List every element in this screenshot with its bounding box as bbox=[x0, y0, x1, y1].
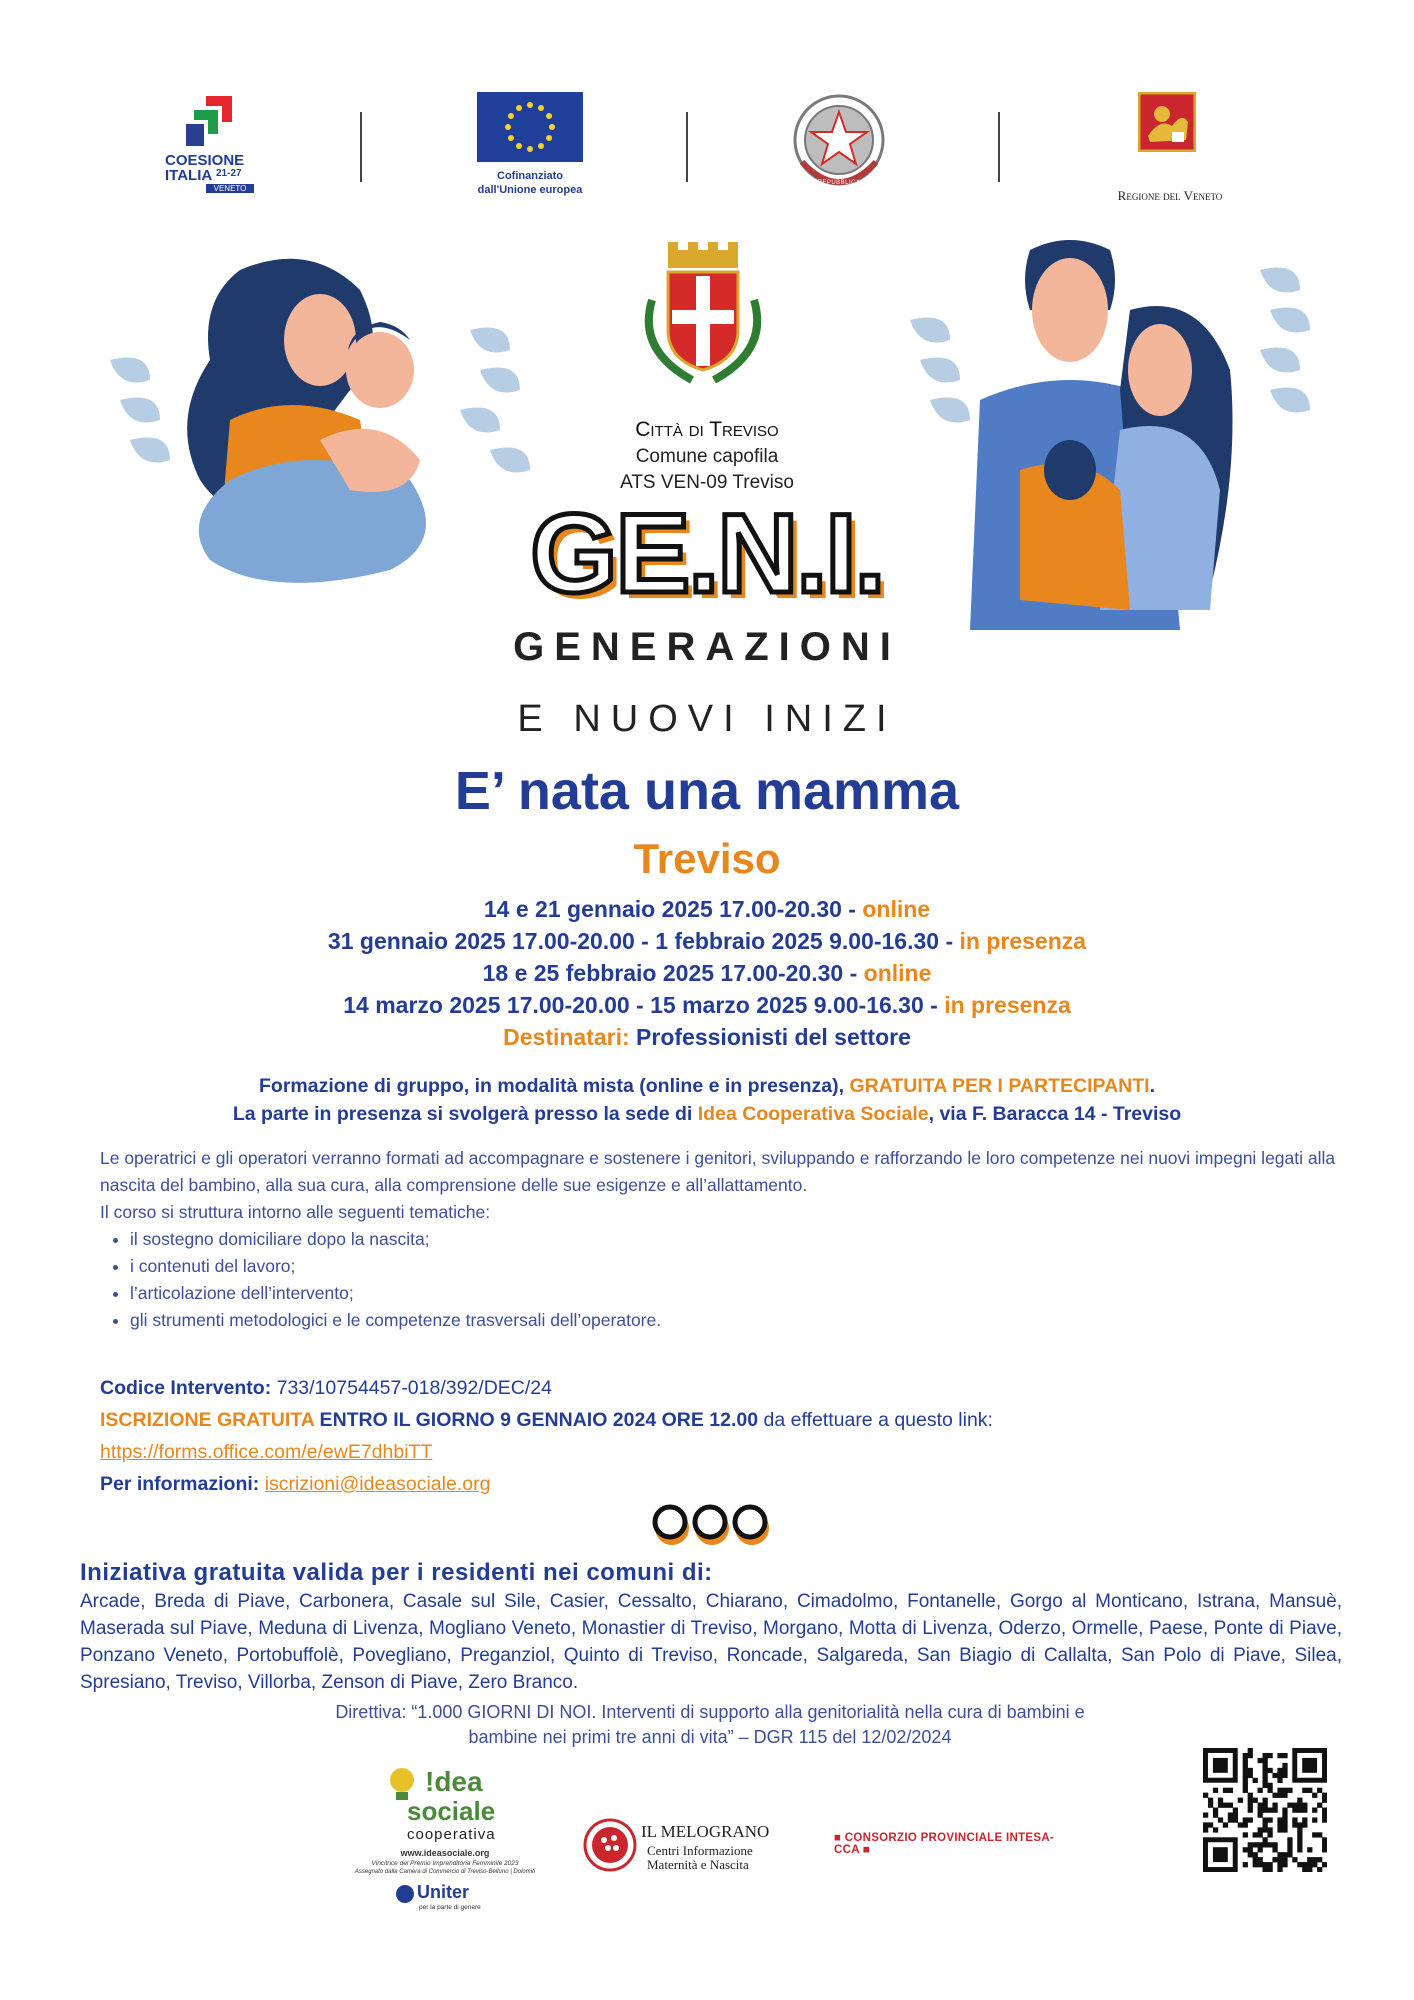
republic-text: REPUBBLICA ITALIANA bbox=[817, 180, 861, 192]
coesione-line1: COESIONE bbox=[165, 152, 245, 169]
date-mode: online bbox=[863, 960, 932, 986]
date-text: 14 e 21 gennaio 2025 17.00-20.30 - bbox=[483, 896, 863, 922]
uniter-mark-icon bbox=[395, 1884, 415, 1904]
date-mode: online bbox=[862, 896, 931, 922]
coesione-line2: ITALIA bbox=[165, 167, 213, 184]
residents-list: Arcade, Breda di Piave, Carbonera, Casale sul Sile, Casier, Cessalto, Chiarano, Cimadolmo, Fontanelle, Gorgo al Monticano, Istrana, Mansuè, Maserada sul Piave, Meduna di Livenza, Mogliano Veneto, Monastier di Treviso, Morgano, Motta di Livenza, Oderzo, Ormelle, Paese, Ponte di Piave, Ponzano Veneto, Portobuffolè, Povegliano, Preganziol, Quinto di Treviso, Roncade, Salgareda, San Biagio di Callalta, San Polo di Piave, Silea, Spresiano, Treviso, Villorba, Zenson di Piave, Zero Branco. bbox=[80, 1591, 1342, 1693]
code-line bbox=[100, 1372, 1340, 1404]
date-text: 14 marzo 2025 17.00-20.00 - 15 marzo 2025 9.00-16.30 - bbox=[343, 992, 945, 1018]
contact-email-link[interactable]: iscrizioni@ideasociale.org bbox=[264, 1473, 491, 1495]
registration-deadline: ENTRO IL GIORNO 9 GENNAIO 2024 ORE 12.00 bbox=[314, 1409, 759, 1431]
format-free: GRATUITA PER I PARTECIPANTI bbox=[849, 1075, 1150, 1097]
format-text: La parte in presenza si svolgerà presso la sede di bbox=[232, 1103, 698, 1125]
idea-word: !dea bbox=[425, 1766, 483, 1797]
sociale-word: sociale bbox=[407, 1796, 496, 1826]
registration-line bbox=[100, 1404, 1340, 1436]
coesione-region: VENETO bbox=[206, 184, 254, 193]
directive-line-1: Direttiva: “1.000 GIORNI DI NOI. Interventi di supporto alla genitorialità nella cura di bambini e bbox=[335, 1702, 1085, 1722]
target-label: Destinatari: bbox=[503, 1024, 630, 1050]
date-line-2 bbox=[0, 928, 1414, 955]
eu-line2: dall'Unione europea bbox=[477, 184, 583, 196]
city-role: Comune capofila bbox=[635, 446, 779, 467]
format-text: . bbox=[1149, 1075, 1155, 1097]
veneto-text: Regione del Veneto bbox=[1117, 188, 1223, 203]
description-intro: Il corso si struttura intorno alle seguenti tematiche: bbox=[100, 1202, 491, 1222]
pomegranate-icon bbox=[583, 1818, 637, 1872]
target-value: Professionisti del settore bbox=[629, 1024, 911, 1050]
topics-list bbox=[100, 1226, 1345, 1334]
uniter-name: Uniter bbox=[417, 1882, 470, 1902]
project-acronym: GE.N.I. bbox=[530, 491, 884, 616]
city-ats: ATS VEN-09 Treviso bbox=[620, 472, 794, 493]
lion-of-saint-mark-icon bbox=[1138, 92, 1196, 152]
logo-divider bbox=[998, 112, 1000, 182]
square-bullet-icon: ■ bbox=[859, 1844, 871, 1856]
contact-line bbox=[100, 1468, 1340, 1500]
melograno-sub1: Centri Informazione bbox=[647, 1843, 753, 1858]
contact-label: Per informazioni: bbox=[100, 1473, 260, 1495]
format-line-1 bbox=[0, 1075, 1414, 1098]
eu-flag-icon bbox=[477, 92, 583, 162]
cooperativa-word: cooperativa bbox=[407, 1826, 496, 1843]
registration-link[interactable]: https://forms.office.com/e/ewE7dhbiTT bbox=[100, 1441, 433, 1463]
idea-website: www.ideasociale.org bbox=[400, 1848, 490, 1858]
date-mode: in presenza bbox=[959, 928, 1087, 954]
date-text: 18 e 25 febbraio 2025 17.00-20.30 - bbox=[482, 960, 864, 986]
list-item: • l’articolazione dell’intervento; bbox=[130, 1280, 1345, 1307]
logo-divider bbox=[360, 112, 362, 182]
qr-code-icon[interactable] bbox=[1203, 1748, 1327, 1872]
idea-sociale-logo bbox=[355, 1758, 535, 1958]
course-title: E’ nata una mamma bbox=[454, 761, 960, 821]
consorzio-logo bbox=[834, 1832, 1074, 1854]
republic-emblem bbox=[790, 92, 888, 196]
three-circles-icon bbox=[650, 1502, 774, 1548]
registration-free: ISCRIZIONE GRATUITA bbox=[100, 1409, 315, 1431]
consorzio-name: CONSORZIO PROVINCIALE INTESA-CCA bbox=[834, 1832, 1055, 1856]
date-line-3 bbox=[0, 960, 1414, 987]
code-value: 733/10754457-018/392/DEC/24 bbox=[271, 1377, 552, 1399]
list-item: • i contenuti del lavoro; bbox=[130, 1253, 1345, 1280]
course-location: Treviso bbox=[633, 835, 781, 882]
date-line-4 bbox=[0, 992, 1414, 1019]
logo-divider bbox=[686, 112, 688, 182]
info-block bbox=[100, 1372, 1340, 1500]
format-text: Formazione di gruppo, in modalità mista (online e in presenza), bbox=[259, 1075, 850, 1097]
registration-note: da effettuare a questo link: bbox=[758, 1409, 993, 1431]
eu-line1: Cofinanziato bbox=[497, 170, 563, 182]
directive-line-2: bambine nei primi tre anni di vita” – DGR 115 del 12/02/2024 bbox=[468, 1727, 952, 1747]
veneto-logo bbox=[1090, 92, 1250, 202]
list-item: • gli strumenti metodologici e le competenze trasversali dell’operatore. bbox=[130, 1307, 1345, 1334]
format-venue: Idea Cooperativa Sociale bbox=[697, 1103, 929, 1125]
date-mode: in presenza bbox=[944, 992, 1071, 1018]
format-line-2 bbox=[0, 1103, 1414, 1126]
idea-award: Vincitrice del Premio Imprenditoria Femminile 2023 bbox=[371, 1860, 519, 1867]
project-line1: GENERAZIONI bbox=[513, 625, 901, 669]
coesione-mark-icon bbox=[182, 92, 242, 150]
date-text: 31 gennaio 2025 17.00-20.00 - 1 febbraio 2025 9.00-16.30 - bbox=[327, 928, 960, 954]
melograno-name: IL MELOGRANO bbox=[641, 1822, 770, 1841]
code-label: Codice Intervento: bbox=[100, 1377, 272, 1399]
format-text: , via F. Baracca 14 - Treviso bbox=[928, 1103, 1182, 1125]
coesione-logo bbox=[160, 92, 260, 202]
target-line bbox=[0, 1024, 1414, 1051]
project-line2: E NUOVI INIZI bbox=[517, 698, 897, 740]
square-bullet-icon: ■ bbox=[834, 1832, 845, 1844]
treviso-coat-of-arms-icon bbox=[632, 240, 774, 390]
uniter-tag: per la parte di genere bbox=[419, 1904, 481, 1911]
eu-logo bbox=[470, 92, 590, 202]
residents-title: Iniziativa gratuita valida per i residenti nei comuni di: bbox=[80, 1559, 713, 1586]
list-item: • il sostegno domiciliare dopo la nascita; bbox=[130, 1226, 1345, 1253]
melograno-sub2: Maternità e Nascita bbox=[647, 1857, 749, 1872]
description bbox=[100, 1145, 1345, 1334]
city-name: Città di Treviso bbox=[635, 418, 779, 441]
date-line-1 bbox=[0, 896, 1414, 923]
melograno-logo bbox=[583, 1818, 803, 1878]
idea-award-note: Assegnato dalla Camera di Commercio di Treviso-Belluno | Dolomiti bbox=[354, 1869, 536, 1875]
coesione-period: 21-27 bbox=[216, 168, 242, 179]
description-paragraph: Le operatrici e gli operatori verranno formati ad accompagnare e sostenere i genitori, sviluppando e rafforzando le loro competenze nei nuovi impegni legati alla nascita del bambino, alla sua cura, alla comprensione delle sue esigenze e all’allattamento. bbox=[100, 1148, 1336, 1195]
